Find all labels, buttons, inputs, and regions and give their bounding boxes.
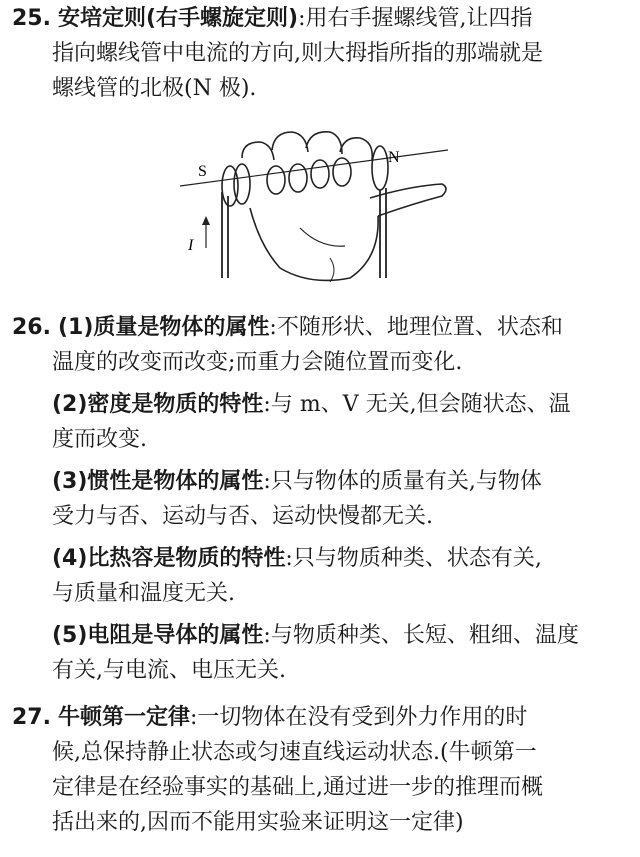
item-27-heading: 牛顿第一定律 (57, 705, 190, 730)
item-25-line-1 (12, 4, 533, 34)
item-26-p5-line-1 (52, 621, 579, 651)
item-27-line-4: 括出来的,因而不能用实验来证明这一定律) (52, 810, 464, 835)
wrist-line (330, 258, 334, 282)
label-n: N (388, 149, 400, 166)
item-26-p2-heading: (2)密度是物质的特性 (52, 392, 264, 417)
item-26-p3-text: :只与物体的质量有关,与物体 (263, 469, 542, 494)
item-26-p4-heading: (4)比热容是物质的特性 (52, 546, 286, 571)
item-25-line-2: 指向螺线管中电流的方向,则大拇指所指的那端就是 (52, 41, 543, 66)
item-26-p5-line-2: 有关,与电流、电压无关. (52, 658, 286, 683)
item-27-line-1 (12, 703, 527, 733)
item-26-p4-line-2: 与质量和温度无关. (52, 581, 235, 606)
item-26-p2-line-1 (52, 390, 571, 420)
item-27-line-2: 候,总保持静止状态或匀速直线运动状态.(牛顿第一 (52, 740, 537, 765)
right-hand-rule-figure (180, 128, 450, 288)
item-27-text-1: :一切物体在没有受到外力作用的时 (190, 705, 528, 730)
finger-2 (272, 132, 308, 152)
item-26-p1-text: :不随形状、地理位置、状态和 (269, 315, 563, 340)
solenoid-coil (222, 146, 388, 206)
item-26-p3-line-1 (52, 467, 542, 497)
item-25-line-3: 螺线管的北极(N 极). (52, 76, 257, 101)
item-26-p5-text: :与物质种类、长短、粗细、温度 (263, 623, 579, 648)
item-25-heading: 安培定则(右手螺旋定则) (57, 6, 299, 31)
item-26-p2-text: :与 m、V 无关,但会随状态、温 (263, 392, 571, 417)
finger-4 (340, 138, 372, 160)
item-26-p5-heading: (5)电阻是导体的属性 (52, 623, 264, 648)
solenoid-axis-line (180, 150, 448, 186)
item-26-p1-line-2: 温度的改变而改变;而重力会随位置而变化. (52, 350, 463, 375)
item-26-p2-line-2: 度而改变. (52, 427, 147, 452)
item-26-line-1 (12, 313, 563, 343)
finger-3 (306, 132, 342, 154)
current-arrow-head (202, 216, 210, 225)
label-i: I (188, 237, 194, 254)
palm-outline (250, 208, 378, 280)
label-s: S (198, 163, 207, 180)
item-26-p3-line-2: 受力与否、运动与否、运动快慢都无关. (52, 504, 433, 529)
item-27-number: 27. (12, 705, 51, 730)
item-25-text-1: :用右手握螺线管,让四指 (298, 6, 533, 31)
item-26-p1-heading: (1)质量是物体的属性 (57, 315, 270, 340)
item-26-p4-text: :只与物质种类、状态有关, (285, 546, 542, 571)
item-27-line-3: 定律是在经验事实的基础上,通过进一步的推理而概 (52, 775, 543, 800)
palm-crease (300, 228, 345, 246)
item-26-number: 26. (12, 315, 51, 340)
item-25-number: 25. (12, 6, 51, 31)
item-26-p3-heading: (3)惯性是物体的属性 (52, 469, 264, 494)
finger-1 (242, 142, 274, 160)
item-26-p4-line-1 (52, 544, 542, 574)
